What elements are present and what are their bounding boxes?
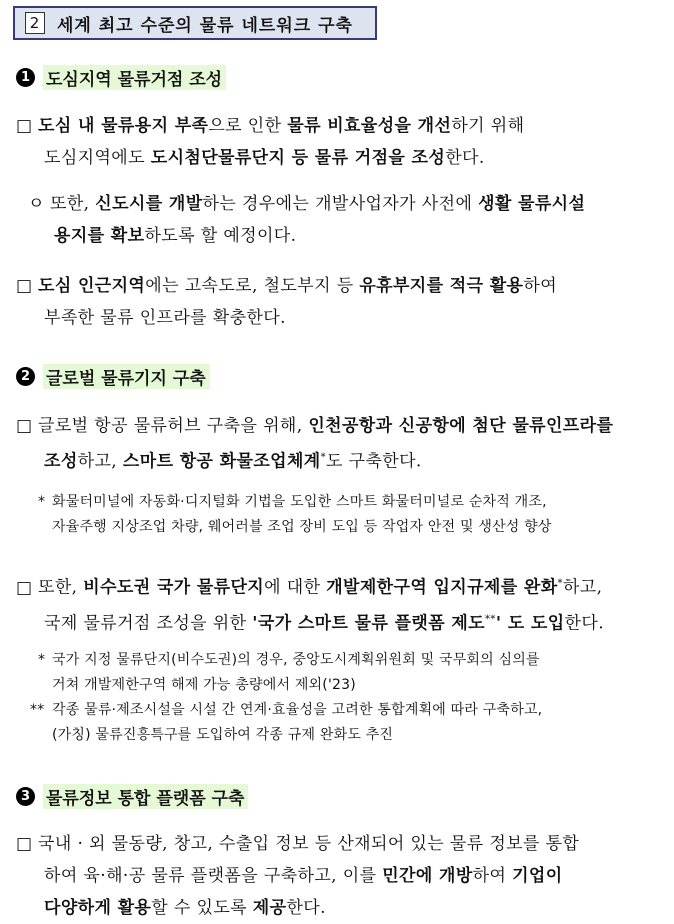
p2-bold-d: 생활 물류시설: [478, 194, 586, 214]
p3-text-b: 에는 고속도로, 철도부지 등: [145, 276, 360, 296]
p5-bold-j: ' 도 도입: [495, 613, 565, 634]
p4-bold-c: 조성: [44, 451, 78, 472]
p4-bold-b: 인천공항과 신공항에 첨단 물류인프라를: [308, 416, 614, 436]
p3-bold-a: 도심 인근지역: [38, 276, 146, 296]
p6-bold-e: 기업이: [512, 866, 563, 886]
p1-text-d: 하기 위해: [451, 116, 525, 136]
section-title-3: 물류정보 통합 플랫폼 구축: [43, 784, 248, 809]
p5-footnote-mark-2: **: [485, 613, 496, 625]
footnote-1-line-2: 자율주행 지상조업 차량, 웨어러블 조업 장비 도입 등 작업자 안전 및 생산성 향상: [52, 519, 552, 535]
p6-text-a: 국내 · 외 물동량, 창고, 수출입 정보 등 산재되어 있는 물류 정보를 통합: [38, 834, 580, 854]
footnote-1-line-1: 화물터미널에 자동화·디지털화 기법을 도입한 스마트 화물터미널로 순차적 개조,: [52, 494, 547, 510]
header-number: 2: [25, 12, 45, 34]
p3-text-d: 하여: [523, 276, 558, 296]
paragraph-4: [16, 410, 656, 478]
section-header: [13, 6, 377, 40]
footnote-2: [38, 648, 658, 698]
p5-bold-h: '국가 스마트 물류 플랫폼 제도: [252, 613, 486, 634]
footnote-3-line-2: (가칭) 물류진흥특구를 도입하여 각종 규제 완화도 추진: [52, 727, 394, 743]
double-star-marker: **: [30, 702, 45, 718]
p3-text-e: 부족한 물류 인프라를 확충한다.: [44, 308, 286, 328]
p5-text-c: 에 대한: [264, 577, 327, 598]
p5-text-a: 또한,: [38, 577, 84, 598]
p2-bold-e: 용지를 확보: [54, 226, 145, 246]
star-marker: *: [38, 652, 46, 668]
p2-bold-b: 신도시를 개발: [95, 194, 203, 214]
p5-bold-b: 비수도권 국가 물류단지: [83, 577, 265, 598]
section-number-3: 3: [16, 787, 35, 806]
star-marker: *: [38, 494, 46, 510]
p4-text-a: 글로벌 항공 물류허브 구축을 위해,: [38, 416, 309, 436]
p6-text-b: 하여 육·해·공 물류 플랫폼을 구축하고, 이를: [44, 866, 383, 886]
p1-bold-a: 도심 내 물류용지 부족: [38, 116, 209, 136]
square-bullet: □: [16, 416, 33, 436]
p4-text-g: 도 구축한다.: [326, 451, 422, 472]
p2-text-c: 하는 경우에는 개발사업자가 사전에: [202, 194, 479, 214]
square-bullet: □: [16, 834, 33, 854]
p3-bold-c: 유휴부지를 적극 활용: [359, 276, 524, 296]
p1-bold-c: 물류 비효율성을 개선: [287, 116, 452, 136]
p2-text-a: 또한,: [50, 194, 96, 214]
section-title-1: 도심지역 물류거점 조성: [43, 65, 226, 90]
p6-text-g: 할 수 있도록: [151, 898, 253, 918]
p5-bold-d: 개발제한구역 입지규제를 완화: [326, 577, 558, 598]
p2-text-f: 하도록 할 예정이다.: [144, 226, 297, 246]
section-number-1: 1: [16, 68, 35, 87]
subsection-3-heading: [16, 782, 248, 810]
footnote-2-line-1: 국가 지정 물류단지(비수도권)의 경우, 중앙도시계획위원회 및 국무회의 심의를: [52, 652, 540, 668]
square-bullet: □: [16, 276, 33, 296]
square-bullet: □: [16, 116, 33, 136]
footnote-1: [38, 490, 658, 540]
p1-bold-f: 도시첨단물류단지 등 물류 거점을 조성: [150, 148, 446, 168]
p6-text-i: 한다.: [286, 898, 326, 918]
paragraph-1: [16, 110, 656, 174]
paragraph-6: [16, 828, 656, 924]
p5-text-k: 한다.: [564, 613, 604, 634]
p6-text-d: 하여: [472, 866, 513, 886]
paragraph-3: [16, 270, 656, 334]
section-number-2: 2: [16, 367, 35, 386]
p5-footnote-mark-1: *: [557, 578, 563, 589]
p6-bold-c: 민간에 개방: [382, 866, 473, 886]
p6-bold-f: 다양하게 활용: [44, 898, 152, 918]
p5-text-g: 국제 물류거점 조성을 위한: [44, 613, 253, 634]
circle-bullet: ㅇ: [28, 194, 45, 214]
p4-bold-e: 스마트 항공 화물조업체계: [122, 451, 321, 472]
p4-text-d: 하고,: [77, 451, 123, 472]
footnote-3: [30, 698, 660, 748]
footnote-3-line-1: 각종 물류·제조시설을 시설 간 연계·효율성을 고려한 통합계획에 따라 구축하고,: [52, 702, 543, 718]
p1-text-e: 도심지역에도: [44, 148, 151, 168]
p1-text-g: 한다.: [445, 148, 485, 168]
section-title-2: 글로벌 물류기지 구축: [43, 364, 210, 389]
p5-text-f: 하고,: [562, 577, 603, 598]
paragraph-2: [28, 188, 658, 252]
header-title: 세계 최고 수준의 물류 네트워크 구축: [57, 15, 353, 36]
p6-bold-h: 제공: [252, 898, 287, 918]
p4-footnote-mark: *: [320, 452, 327, 463]
p1-text-b: 으로 인한: [208, 116, 288, 136]
footnote-2-line-2: 거쳐 개발제한구역 해제 가능 총량에서 제외('23): [52, 677, 356, 693]
square-bullet: □: [16, 577, 33, 598]
subsection-1-heading: [16, 63, 226, 91]
paragraph-5: [16, 568, 656, 639]
subsection-2-heading: [16, 362, 210, 390]
